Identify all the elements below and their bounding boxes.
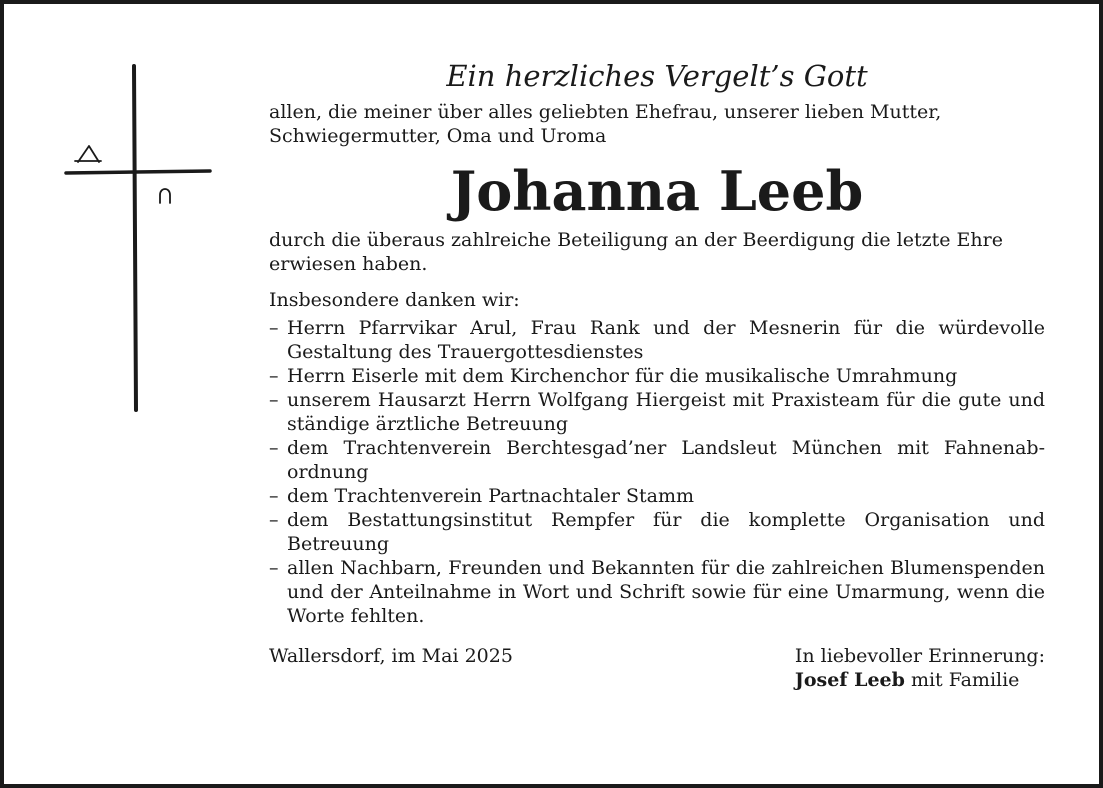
- signer-name: Josef Leeb: [794, 669, 905, 691]
- alpha-symbol: [75, 146, 101, 162]
- cross-icon: [60, 62, 212, 414]
- list-item: – dem Bestattungsinstitut Rempfer für die komplette Organisation und Betreuung: [269, 508, 1045, 556]
- notice-footer: [269, 644, 1045, 692]
- list-item: – unserem Hausarzt Herrn Wolfgang Hiergeist mit Praxisteam für die gute und ständige ärztliche Betreuung: [269, 388, 1045, 436]
- list-item: – Herrn Pfarrvikar Arul, Frau Rank und der Mesnerin für die würdevolle Gestaltung des Trauergottesdienstes: [269, 316, 1045, 364]
- thanks-list: [269, 316, 1045, 628]
- list-item: – dem Trachtenverein Berchtesgad’ner Landsleut München mit Fahnenabordnung: [269, 436, 1045, 484]
- list-item: – dem Trachtenverein Partnachtaler Stamm: [269, 484, 1045, 508]
- deceased-name: Johanna Leeb: [450, 159, 864, 223]
- place-date: Wallersdorf, im Mai 2025: [269, 645, 513, 667]
- body-text: durch die überaus zahlreiche Beteiligung an der Beerdigung die letzte Ehre erwiesen haben.: [269, 229, 1003, 275]
- signer-line: [795, 668, 1045, 692]
- omega-symbol: [160, 189, 170, 203]
- list-item: – Herrn Eiserle mit dem Kirchenchor für die musikalische Umrahmung: [269, 364, 1045, 388]
- signature-block: [795, 644, 1045, 692]
- notice-heading: Ein herzliches Vergelt’s Gott: [446, 59, 868, 93]
- closing-text: In liebevoller Erinnerung:: [794, 645, 1045, 667]
- notice-text: [269, 56, 1045, 692]
- signer-suffix: mit Familie: [904, 669, 1020, 691]
- intro-text: allen, die meiner über alles geliebten Ehefrau, unserer lieben Mutter, Schwiegermutter, Oma und Uroma: [269, 101, 942, 147]
- thanks-intro: Insbesondere danken wir:: [269, 289, 520, 311]
- list-item: – allen Nachbarn, Freunden und Bekannten für die zahlreichen Blumenspenden und der Anteilnahme in Wort und Schrift sowie für eine Umarmung, wenn die Worte fehlten.: [269, 556, 1045, 628]
